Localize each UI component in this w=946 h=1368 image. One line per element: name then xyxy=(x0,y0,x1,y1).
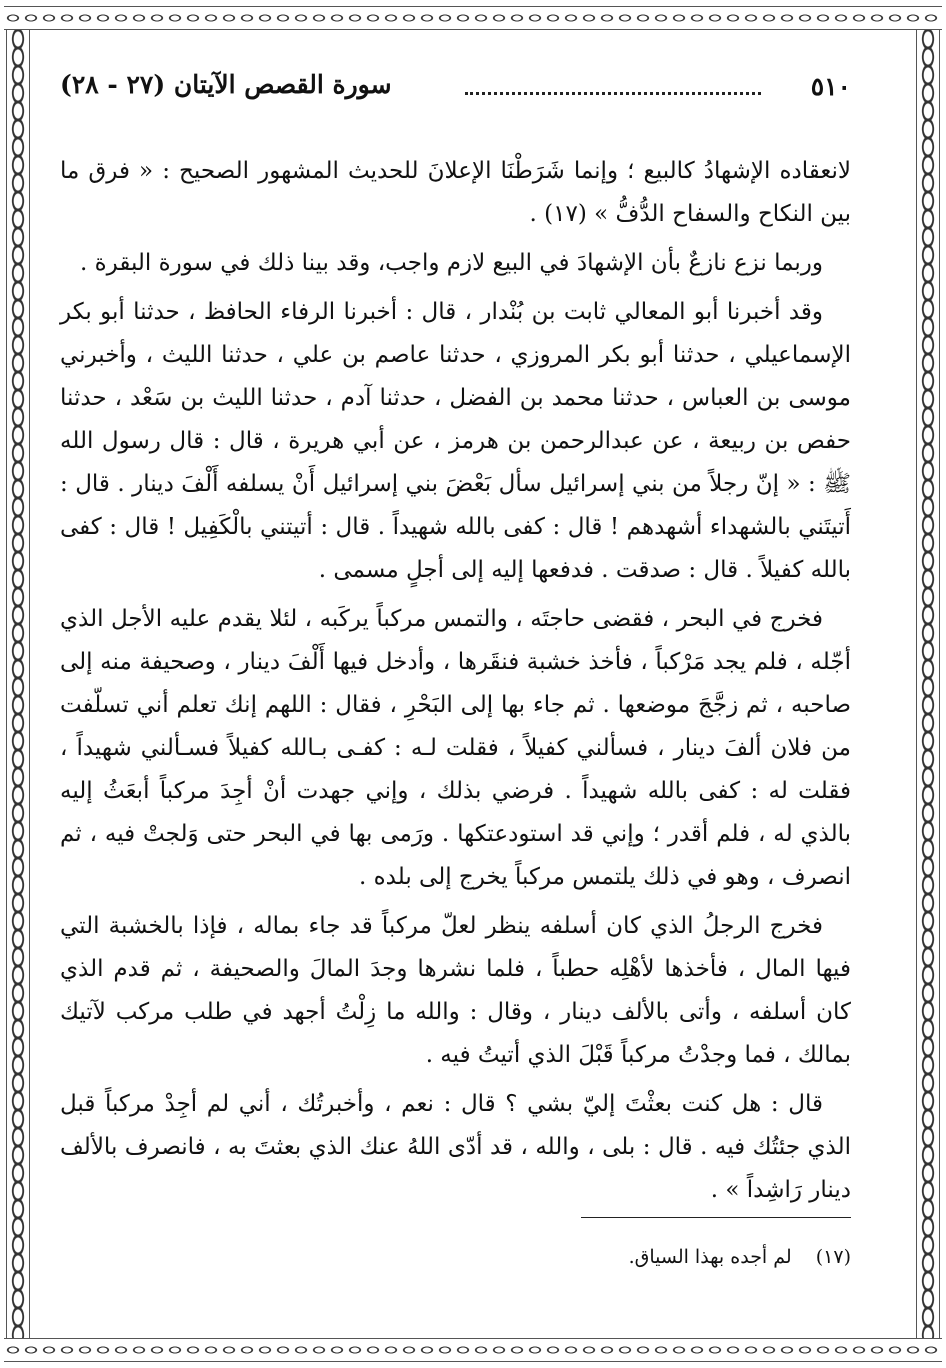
paragraph-5: فخرج الرجلُ الذي كان أسلفه ينظر لعلّ مركباً قد جاء بماله ، فإذا بالخشبة التي فيها المال ، فأخذها لأهْلِه حطباً ، فلما نشرها وجدَ المالَ والصحيفة ، ثم قدم الذي كان أسلفه ، وأتى بالألف دينار ، وقال : والله ما زِلْتُ أجهد في طلب مركب لآتيك بمالك ، فما وجدْتُ مركباً قَبْلَ الذي أتيتُ فيه . xyxy=(60,913,851,1068)
paragraph-2: وربما نزع نازعٌ بأن الإشهادَ في البيع لازم واجب، وقد بينا ذلك في سورة البقرة . xyxy=(79,250,823,276)
page-number: ٥١٠ xyxy=(810,72,851,101)
paragraph-3: وقد أخبرنا أبو المعالي ثابت بن بُنْدار ، قال : أخبرنا الرفاء الحافظ ، حدثنا أبو بكر الإسماعيلي ، حدثنا أبو بكر المروزي ، حدثنا عاصم بن علي ، حدثنا الليث ، وأخبرني موسى بن العباس ، حدثنا محمد بن الفضل ، حدثنا آدم ، حدثنا الليث بن سَعْد ، حدثنا حفص بن ربيعة ، عن عبدالرحمن بن هرمز ، عن أبي هريرة ، قال : قال رسول الله ﷺ : « إنّ رجلاً من بني إسرائيل سأل بَعْضَ بني إسرائيل أَنْ يسلفه أَلْفَ دينار . قال : أَتيتَني بالشهداء أشهدهم ! قال : كفى بالله شهيداً . قال : أتيتني بالْكَفِيل ! قال : كفى بالله كفيلاً . قال : صدقت . فدفعها إليه إلى أجلٍ مسمى . xyxy=(60,299,851,583)
body-text xyxy=(60,150,851,1212)
footnote xyxy=(629,1246,851,1268)
surah-title: سورة القصص الآيتان (٢٧ - ٢٨) xyxy=(60,70,392,99)
decorative-border-top xyxy=(4,6,942,30)
footnote-number: (١٧) xyxy=(815,1246,851,1268)
paragraph-6: قال : هل كنت بعثْتَ إليّ بشي ؟ قال : نعم ، وأخبرتُك ، أني لم أجِدْ مركباً قبل الذي جئتُك فيه . قال : بلى ، والله ، قد أدّى اللهُ عنك الذي بعثتَ به ، فانصرف بالألف دينار رَاشِداً » . xyxy=(60,1091,851,1203)
footnote-separator xyxy=(581,1217,851,1218)
decorative-border-left xyxy=(6,30,30,1338)
decorative-border-right xyxy=(916,30,940,1338)
footnote-text: لم أجده بهذا السياق. xyxy=(628,1246,792,1268)
header-dotted-leader xyxy=(465,74,761,95)
running-head xyxy=(60,64,851,114)
paragraph-4: فخرج في البحر ، فقضى حاجتَه ، والتمس مركباً يركَبه ، لئلا يقدم عليه الأجل الذي أجّله ، فلم يجد مَرْكباً ، فأخذ خشبة فنقَرها ، وأدخل فيها أَلْفَ دينار ، وصحيفة منه إلى صاحبه ، ثم زجَّجَ موضعها . ثم جاء بها إلى البَحْرِ ، فقال : اللهم إنك تعلم أني تسلّفت من فلان ألفَ دينار ، فسألني كفيلاً ، فقلت لـه : كفـى بـالله كفيلاً فسـألني شهيداً ، فقلت له : كفى بالله شهيداً . فرضي بذلك ، وإني جهدت أنْ أجِدَ مركباً أبعَثُ إليه بالذي له ، فلم أقدر ؛ وإني قد استودعتكها . ورَمى بها في البحر حتى وَلجتْ فيه ، ثم انصرف ، وهو في ذلك يلتمس مركباً يخرج إلى بلده . xyxy=(60,606,851,890)
book-page xyxy=(60,64,851,1328)
paragraph-1: لانعقاده الإشهادُ كالبيع ؛ وإنما شَرَطْنَا الإعلانَ للحديث المشهور الصحيح : « فرق ما بين النكاح والسفاح الدُّفُّ » (١٧) . xyxy=(60,158,851,227)
decorative-border-bottom xyxy=(4,1338,942,1362)
